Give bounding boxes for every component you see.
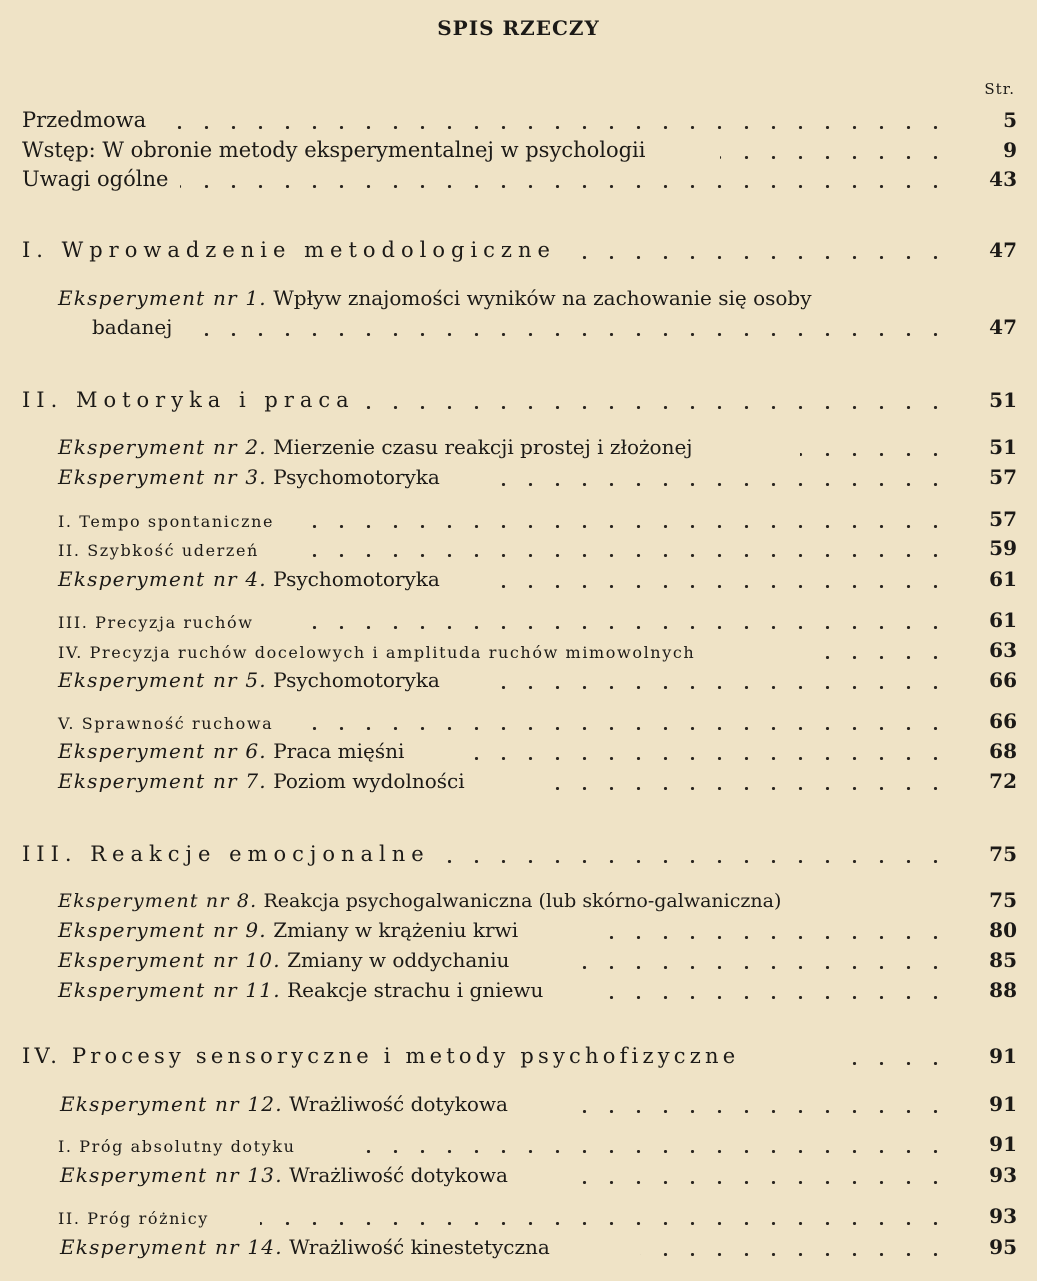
- dot-leader: [310, 525, 949, 528]
- subsection-entry: [0, 604, 1037, 634]
- page-number: 95: [989, 1235, 1017, 1259]
- page-number: 75: [989, 888, 1017, 912]
- subsection-entry: [0, 1200, 1037, 1230]
- page-number: 66: [989, 668, 1017, 692]
- dot-leader: [440, 860, 949, 863]
- dot-leader: [260, 1222, 949, 1225]
- page-number: 47: [989, 315, 1017, 339]
- experiment-number: Eksperyment nr 2.: [58, 435, 267, 459]
- subsection-entry: [0, 634, 1037, 664]
- experiment-number: Eksperyment nr 10.: [58, 948, 281, 972]
- experiment-entry-13: [0, 1159, 1037, 1189]
- experiment-number: Eksperyment nr 12.: [60, 1092, 283, 1116]
- subsection-label: III. Precyzja ruchów: [58, 613, 260, 632]
- dot-leader: [840, 1062, 949, 1065]
- toc-entry-uwagi: [0, 163, 1037, 193]
- experiment-entry-10: [0, 944, 1037, 974]
- experiment-entry-4: [0, 563, 1037, 593]
- dot-leader: [580, 256, 949, 259]
- experiment-number: Eksperyment nr 8.: [58, 890, 258, 912]
- page-number: 91: [989, 1044, 1017, 1068]
- dot-leader: [640, 1253, 949, 1256]
- page-number: 68: [989, 739, 1017, 763]
- subsection-label: IV. Precyzja ruchów docelowych i amplituda ruchów mimowolnych: [58, 643, 701, 662]
- page-number: 66: [989, 709, 1017, 733]
- page-number: 61: [989, 608, 1017, 632]
- experiment-number: Eksperyment nr 4.: [58, 567, 267, 591]
- experiment-entry-14: [0, 1231, 1037, 1261]
- page-number: 63: [989, 638, 1017, 662]
- entry-label: Przedmowa: [22, 108, 152, 132]
- dot-leader: [570, 1110, 949, 1113]
- dot-leader: [355, 1150, 949, 1153]
- page-number: 93: [989, 1204, 1017, 1228]
- experiment-entry-3: [0, 461, 1037, 491]
- experiment-title: Zmiany w oddychaniu: [287, 948, 510, 972]
- page-number: 85: [989, 948, 1017, 972]
- experiment-title: Reakcja psychogalwaniczna (lub skórno-galwaniczna): [263, 890, 782, 912]
- experiment-title: Mierzenie czasu reakcji prostej i złożonej: [273, 435, 693, 459]
- page-number: 61: [989, 567, 1017, 591]
- page-number: 9: [1003, 138, 1017, 162]
- experiment-number: Eksperyment nr 3.: [58, 465, 267, 489]
- subsection-entry: [0, 1128, 1037, 1158]
- experiment-entry-6: [0, 735, 1037, 765]
- subsection-label: II. Próg różnicy: [58, 1209, 215, 1228]
- subsection-label: I. Tempo spontaniczne: [58, 512, 280, 531]
- dot-leader: [480, 686, 949, 689]
- experiment-title: Poziom wydolności: [273, 769, 465, 793]
- dot-leader: [570, 1181, 949, 1184]
- experiment-entry-12: [0, 1088, 1037, 1118]
- page-number: 93: [989, 1163, 1017, 1187]
- page-number: 43: [989, 167, 1017, 191]
- dot-leader: [185, 333, 949, 336]
- toc-entry-przedmowa: [0, 104, 1037, 134]
- experiment-number: Eksperyment nr 14.: [60, 1235, 283, 1259]
- entry-label: Wstęp: W obronie metody eksperymentalnej w psychologii: [22, 138, 651, 162]
- dot-leader: [720, 156, 949, 159]
- page-number: 51: [989, 435, 1017, 459]
- page-number: 59: [989, 536, 1017, 560]
- dot-leader: [290, 626, 949, 629]
- subsection-entry: [0, 705, 1037, 735]
- page-number: 80: [989, 918, 1017, 942]
- experiment-title: Psychomotoryka: [273, 567, 440, 591]
- page-column-header: Str.: [984, 80, 1015, 98]
- subsection-label: V. Sprawność ruchowa: [58, 714, 279, 733]
- dot-leader: [580, 966, 949, 969]
- experiment-title: Zmiany w krążeniu krwi: [273, 918, 519, 942]
- dot-leader: [290, 554, 949, 557]
- dot-leader: [540, 787, 949, 790]
- experiment-number: Eksperyment nr 1.: [58, 286, 267, 310]
- experiment-title: Psychomotoryka: [273, 668, 440, 692]
- chapter-title: III. Reakcje emocjonalne: [22, 842, 436, 866]
- experiment-entry-11: [0, 974, 1037, 1004]
- experiment-entry-9: [0, 914, 1037, 944]
- chapter-title: II. Motoryka i praca: [22, 388, 361, 412]
- dot-leader: [310, 727, 949, 730]
- subsection-label: II. Szybkość uderzeń: [58, 541, 265, 560]
- subsection-entry: [0, 532, 1037, 562]
- subsection-label: I. Próg absolutny dotyku: [58, 1137, 302, 1156]
- page-number: 51: [989, 388, 1017, 412]
- page-number: 88: [989, 978, 1017, 1002]
- page-title: SPIS RZECZY: [437, 16, 600, 40]
- page-number: 91: [989, 1092, 1017, 1116]
- chapter-title: IV. Procesy sensoryczne i metody psychofizyczne: [22, 1044, 745, 1068]
- experiment-title: Wrażliwość dotykowa: [289, 1163, 508, 1187]
- dot-leader: [470, 757, 949, 760]
- experiment-title: Wrażliwość dotykowa: [289, 1092, 508, 1116]
- experiment-title: Reakcje strachu i gniewu: [287, 978, 544, 1002]
- experiment-entry-8: [0, 884, 1037, 914]
- page-number: 57: [989, 465, 1017, 489]
- page-number: 47: [989, 238, 1017, 262]
- experiment-number: Eksperyment nr 13.: [60, 1163, 283, 1187]
- experiment-title: Wrażliwość kinestetyczna: [289, 1235, 550, 1259]
- chapter-heading-3: [0, 838, 1037, 868]
- entry-label: Uwagi ogólne: [22, 167, 174, 191]
- experiment-number: Eksperyment nr 11.: [58, 978, 281, 1002]
- toc-entry-wstep: [0, 134, 1037, 164]
- chapter-heading-4: [0, 1040, 1037, 1070]
- experiment-title: Praca mięśni: [273, 739, 405, 763]
- page-number: 91: [989, 1132, 1017, 1156]
- experiment-title: Psychomotoryka: [273, 465, 440, 489]
- experiment-entry-5: [0, 664, 1037, 694]
- chapter-heading-1: [0, 234, 1037, 264]
- experiment-title: Wpływ znajomości wyników na zachowanie się osoby: [273, 286, 812, 310]
- subsection-entry: [0, 503, 1037, 533]
- chapter-heading-2: [0, 384, 1037, 414]
- dot-leader: [360, 406, 949, 409]
- experiment-number: Eksperyment nr 5.: [58, 668, 267, 692]
- experiment-entry-7: [0, 765, 1037, 795]
- experiment-title-continued: badanej: [92, 315, 178, 339]
- dot-leader: [600, 936, 949, 939]
- experiment-entry-2: [0, 431, 1037, 461]
- dot-leader: [480, 483, 949, 486]
- dot-leader: [480, 585, 949, 588]
- dot-leader: [180, 185, 949, 188]
- experiment-number: Eksperyment nr 6.: [58, 739, 267, 763]
- dot-leader: [812, 656, 949, 659]
- experiment-entry-1-continued: [0, 311, 1037, 341]
- page-number: 72: [989, 769, 1017, 793]
- chapter-title: I. Wprowadzenie metodologiczne: [22, 238, 562, 262]
- experiment-number: Eksperyment nr 7.: [58, 769, 267, 793]
- page-number: 5: [1003, 108, 1017, 132]
- page-number: 75: [989, 842, 1017, 866]
- dot-leader: [160, 126, 949, 129]
- experiment-number: Eksperyment nr 9.: [58, 918, 267, 942]
- experiment-entry-1: [0, 282, 1037, 312]
- page-number: 57: [989, 507, 1017, 531]
- dot-leader: [800, 453, 949, 456]
- dot-leader: [600, 996, 949, 999]
